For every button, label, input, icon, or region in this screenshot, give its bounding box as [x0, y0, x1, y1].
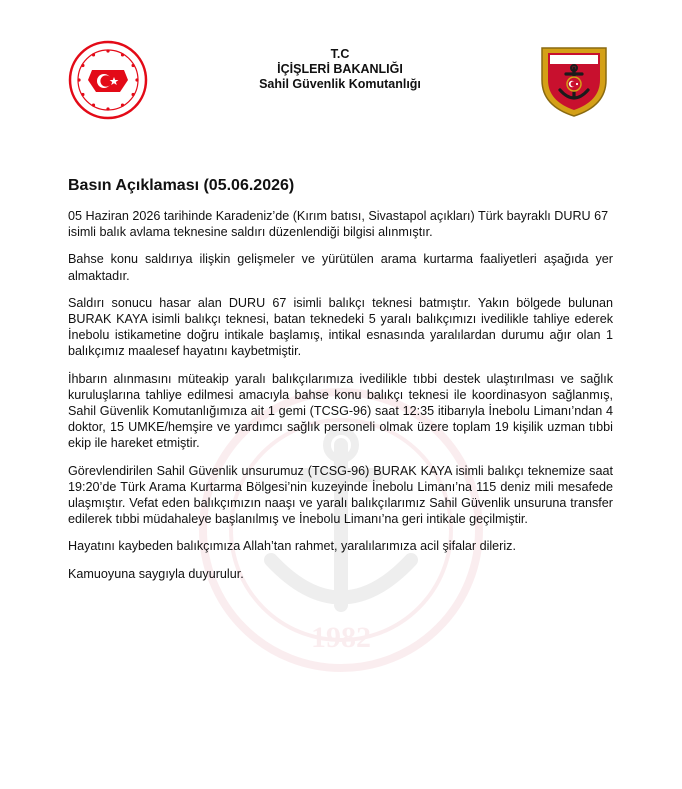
- header-line-tc: T.C: [330, 47, 350, 61]
- paragraph-condolence: Hayatını kaybeden balıkçımıza Allah’tan rahmet, yaralılarımıza acil şifalar dileriz.: [68, 539, 516, 554]
- paragraph-rescue-arrival: Görevlendirilen Sahil Güvenlik unsurumuz (TCSG-96) BURAK KAYA isimli balıkçı teknemize saat 19:20’de Türk Arama Kurtarma Bölgesi’nin kuzeyinde İnebolu Limanı’na 115 deniz mili mesafede ulaşmıştır. Vefat eden balıkçımızın naaşı ve yaralı balıkçılarımız Sahil Güvenlik unsuruna transfer edilerek tıbbi müdahaleye başlanılmış ve İnebolu Limanı’na geri intikale geçilmiştir.: [68, 463, 613, 527]
- header-command-name: Sahil Güvenlik Komutanlığı: [259, 77, 421, 91]
- paragraph-medical-response: İhbarın alınmasını müteakip yaralı balıkçılarımıza ivedilikle tıbbi destek ulaştırılması ve sağlık kuruluşlarına tahliye edilmesi amacıyla bahse konu balıkçı teknesi ile koordinasyon sağlanmış, Sahil Güvenlik Komutanlığımıza ait 1 gemi (TCSG-96) saat 12:35 itibarıyla İnebolu Limanı’ndan 4 doktor, 15 UMKE/hemşire ve yardımcı sağlık personeli olmak üzere toplam 19 kişilik uzman tıbbi ekip ile hareket etmiştir.: [68, 371, 613, 451]
- header-ministry-name: İÇİŞLERİ BAKANLIĞI: [277, 62, 403, 76]
- paragraph-closing: Kamuoyuna saygıyla duyurulur.: [68, 566, 244, 581]
- paragraph-incident: 05 Haziran 2026 tarihinde Karadeniz’de (Kırım batısı, Sivastapol açıkları) Türk bayraklı DURU 67 isimli balık avlama teknesine saldırı düzenlendiği bilgisi alınmıştır.: [68, 209, 609, 240]
- press-release-title: Basın Açıklaması (05.06.2026): [68, 177, 295, 194]
- coast-guard-emblem-icon: [536, 40, 612, 118]
- press-release-body: [68, 208, 613, 593]
- paragraph-sinking: Saldırı sonucu hasar alan DURU 67 isimli balıkçı teknesi batmıştır. Yakın bölgede bulunan BURAK KAYA isimli balıkçı teknesi, batan teknedeki 5 yaralı balıkçımızı ivedilikle tahliye ederek İnebolu istikametine doğru intikale başlamış, intikal esnasında yaralılardan durumu ağır olan 1 balıkçımız maalesef hayatını kaybetmiştir.: [68, 295, 613, 359]
- paragraph-overview: Bahse konu saldırıya ilişkin gelişmeler ve yürütülen arama kurtarma faaliyetleri aşağıda yer almaktadır.: [68, 252, 613, 283]
- ministry-seal-icon: [68, 40, 148, 120]
- watermark-year: 1982: [311, 621, 371, 654]
